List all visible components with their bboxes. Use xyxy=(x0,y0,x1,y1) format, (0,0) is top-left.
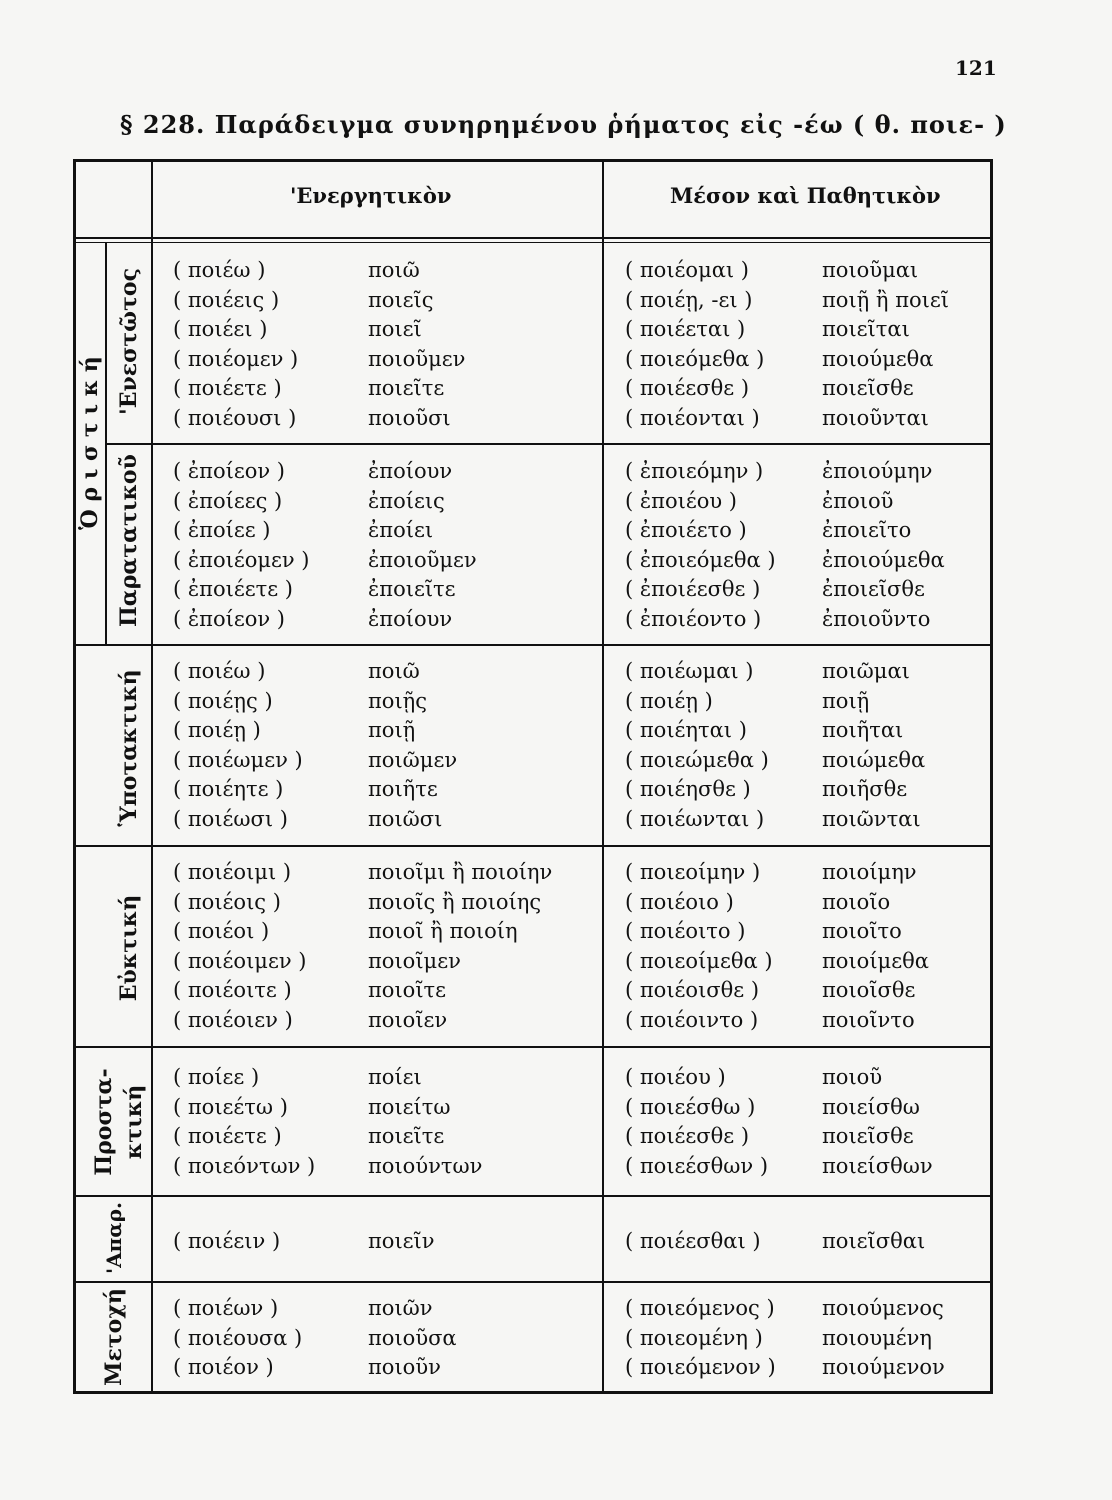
active-contracted-form: ποιεῖτε xyxy=(368,1124,445,1149)
infinitive-label: 'Απαρ. xyxy=(102,1202,126,1274)
active-contracted-form: ποιοῦσα xyxy=(368,1325,457,1350)
active-contracted-form: ἐποίει xyxy=(368,518,434,543)
middle-contracted-form: ποιείσθων xyxy=(822,1153,933,1178)
participle-label: Μετοχή xyxy=(101,1288,127,1386)
active-contracted-form: ἐποιοῦμεν xyxy=(368,547,477,572)
voice-column-divider xyxy=(602,159,604,1394)
present-imperfect-divider xyxy=(107,443,993,445)
active-contracted-form: ποιῶσι xyxy=(368,807,443,831)
active-uncontracted-form: ( ποιέῃ ) xyxy=(173,718,261,743)
active-uncontracted-form: ( ποιέοιεν ) xyxy=(173,1008,293,1032)
middle-contracted-form: ποιούμενος xyxy=(822,1296,944,1320)
middle-uncontracted-form: ( ποιέεται ) xyxy=(625,317,746,342)
middle-contracted-form: ποιῇ ἢ ποιεῖ xyxy=(822,287,949,312)
imperfect-label: Παρατατικοῦ xyxy=(116,454,142,627)
middle-uncontracted-form: ( ποιεοίμην ) xyxy=(625,860,761,884)
middle-uncontracted-form: ( ποιέεσθαι ) xyxy=(625,1229,761,1253)
middle-contracted-form: ποιῆσθε xyxy=(822,777,908,802)
middle-contracted-form: ποιοῦνται xyxy=(822,406,929,430)
middle-contracted-form: ποιῆται xyxy=(822,718,904,743)
active-uncontracted-form: ( ἐποίεον ) xyxy=(173,607,285,631)
middle-uncontracted-form: ( ἐποιέετο ) xyxy=(625,518,747,543)
middle-uncontracted-form: ( ποιεομένη ) xyxy=(625,1325,763,1350)
middle-uncontracted-form: ( ποιέῃ, -ει ) xyxy=(625,287,753,312)
active-contracted-form: ἐποίουν xyxy=(368,607,453,631)
indicative-label: Ὁ ρ ι σ τ ι κ ή xyxy=(77,356,103,530)
middle-contracted-form: ποιοίμεθα xyxy=(822,948,929,973)
active-contracted-form: ποιοῖμι ἢ ποιοίην xyxy=(368,860,553,884)
active-uncontracted-form: ( ποιέομεν ) xyxy=(173,346,299,371)
middle-contracted-form: ποιώμεθα xyxy=(822,747,926,772)
active-uncontracted-form: ( ποιέωμεν ) xyxy=(173,747,303,772)
indicative-label-divider xyxy=(105,242,107,644)
active-uncontracted-form: ( ποιέεις ) xyxy=(173,287,280,312)
active-uncontracted-form: ( ποιεέτω ) xyxy=(173,1094,288,1119)
middle-uncontracted-form: ( ποιέομαι ) xyxy=(625,258,750,282)
middle-uncontracted-form: ( ποιέοιτο ) xyxy=(625,919,746,944)
middle-contracted-form: ποιῇ xyxy=(822,688,870,713)
active-uncontracted-form: ( ἐποίεον ) xyxy=(173,459,285,483)
middle-contracted-form: ποιοῖο xyxy=(822,889,891,914)
middle-uncontracted-form: ( ἐποιεόμεθα ) xyxy=(625,547,776,572)
optative-imperative-divider xyxy=(73,1046,993,1048)
subjunctive-label: Ὑποτακτική xyxy=(116,669,142,827)
active-uncontracted-form: ( ποιέουσι ) xyxy=(173,406,297,430)
middle-uncontracted-form: ( ποιεέσθων ) xyxy=(625,1153,769,1178)
middle-contracted-form: ποιούμεθα xyxy=(822,346,934,371)
active-uncontracted-form: ( ποιέοι ) xyxy=(173,919,270,944)
middle-uncontracted-form: ( ποιέοιντο ) xyxy=(625,1008,759,1032)
middle-contracted-form: ποιῶνται xyxy=(822,807,921,831)
middle-contracted-form: ποιοῦ xyxy=(822,1065,883,1089)
middle-contracted-form: ποιεῖται xyxy=(822,317,910,342)
active-uncontracted-form: ( ἐποιέετε ) xyxy=(173,577,293,602)
active-contracted-form: ποιοῖ ἢ ποιοίη xyxy=(368,919,518,944)
active-contracted-form: ποιῇ xyxy=(368,718,416,743)
imperative-label-line2: κτική xyxy=(121,1084,147,1160)
middle-uncontracted-form: ( ποιέεσθε ) xyxy=(625,376,750,401)
middle-contracted-form: ποιοῖτο xyxy=(822,919,902,944)
middle-uncontracted-form: ( ἐποιέου ) xyxy=(625,488,737,513)
active-uncontracted-form: ( ποιέων ) xyxy=(173,1296,279,1320)
active-uncontracted-form: ( ποιέοις ) xyxy=(173,889,281,914)
middle-passive-voice-header: Μέσον καὶ Παθητικὸν xyxy=(670,183,941,208)
section-heading: § 228. Παράδειγμα συνηρημένου ῥήματος εἰς -έω ( θ. ποιε- ) xyxy=(120,110,1007,139)
middle-uncontracted-form: ( ποιεόμεθα ) xyxy=(625,346,765,371)
middle-contracted-form: ποιοίμην xyxy=(822,860,917,884)
active-contracted-form: ἐποίεις xyxy=(368,488,445,513)
active-contracted-form: ποιῶν xyxy=(368,1296,433,1320)
middle-contracted-form: ἐποιοῦ xyxy=(822,488,894,513)
middle-uncontracted-form: ( ποιέωμαι ) xyxy=(625,659,754,683)
active-uncontracted-form: ( ποιέετε ) xyxy=(173,1124,282,1149)
middle-contracted-form: ἐποιεῖσθε xyxy=(822,577,925,602)
middle-uncontracted-form: ( ποιεόμενον ) xyxy=(625,1355,776,1380)
active-uncontracted-form: ( ποιέειν ) xyxy=(173,1229,281,1253)
active-contracted-form: ποιοῦμεν xyxy=(368,346,466,371)
active-uncontracted-form: ( ποιέετε ) xyxy=(173,376,282,401)
header-divider xyxy=(73,237,993,239)
active-contracted-form: ποιοῖμεν xyxy=(368,948,461,973)
middle-uncontracted-form: ( ἐποιεόμην ) xyxy=(625,459,764,483)
active-uncontracted-form: ( ποίεε ) xyxy=(173,1065,260,1089)
active-uncontracted-form: ( ἐποίεες ) xyxy=(173,488,283,513)
middle-contracted-form: ἐποιεῖτο xyxy=(822,518,912,543)
middle-uncontracted-form: ( ἐποιέεσθε ) xyxy=(625,577,761,602)
optative-label: Εὐκτική xyxy=(116,894,142,1002)
active-contracted-form: ἐποίουν xyxy=(368,459,453,483)
middle-contracted-form: ποιεῖσθε xyxy=(822,1124,914,1149)
active-uncontracted-form: ( ποιέουσα ) xyxy=(173,1325,303,1350)
middle-contracted-form: ποιούμενον xyxy=(822,1355,945,1380)
middle-uncontracted-form: ( ποιεόμενος ) xyxy=(625,1296,775,1320)
header-divider-inner xyxy=(73,242,993,243)
active-uncontracted-form: ( ποιέω ) xyxy=(173,258,266,282)
active-uncontracted-form: ( ποιέοιμι ) xyxy=(173,860,292,884)
active-contracted-form: ποιῇς xyxy=(368,688,428,713)
subjunctive-optative-divider xyxy=(73,845,993,847)
active-contracted-form: ποιοῖεν xyxy=(368,1008,448,1032)
middle-uncontracted-form: ( ποιέηται ) xyxy=(625,718,747,743)
active-uncontracted-form: ( ἐποιέομεν ) xyxy=(173,547,310,572)
active-contracted-form: ποιοῖτε xyxy=(368,978,447,1003)
page-number: 121 xyxy=(955,56,997,80)
middle-uncontracted-form: ( ποιέεσθε ) xyxy=(625,1124,750,1149)
active-contracted-form: ποιεῖτε xyxy=(368,376,445,401)
active-contracted-form: ποιοῖς ἢ ποιοίης xyxy=(368,889,542,914)
middle-uncontracted-form: ( ποιέου ) xyxy=(625,1065,726,1089)
active-contracted-form: ποιῆτε xyxy=(368,777,438,802)
active-contracted-form: ποιεῖν xyxy=(368,1229,435,1253)
active-contracted-form: ποιεῖς xyxy=(368,287,434,312)
middle-contracted-form: ποιοῖντο xyxy=(822,1008,915,1032)
active-uncontracted-form: ( ποιέω ) xyxy=(173,659,266,683)
middle-contracted-form: ἐποιούμην xyxy=(822,459,933,483)
active-contracted-form: ποιεῖ xyxy=(368,317,422,342)
middle-uncontracted-form: ( ποιεοίμεθα ) xyxy=(625,948,773,973)
middle-uncontracted-form: ( ποιεώμεθα ) xyxy=(625,747,769,772)
active-uncontracted-form: ( ποιέοιμεν ) xyxy=(173,948,307,973)
infinitive-participle-divider xyxy=(73,1281,993,1283)
active-contracted-form: ποιοῦσι xyxy=(368,406,451,430)
middle-contracted-form: ποιουμένη xyxy=(822,1325,932,1350)
middle-contracted-form: ποιείσθω xyxy=(822,1094,920,1119)
active-uncontracted-form: ( ποιέωσι ) xyxy=(173,807,288,831)
active-uncontracted-form: ( ποιέον ) xyxy=(173,1355,274,1380)
middle-contracted-form: ποιεῖσθαι xyxy=(822,1229,926,1253)
active-contracted-form: ποιῶμεν xyxy=(368,747,458,772)
active-contracted-form: ποιείτω xyxy=(368,1094,451,1119)
active-contracted-form: ποιοῦν xyxy=(368,1355,441,1380)
active-voice-header: 'Ενεργητικὸν xyxy=(290,183,452,208)
active-contracted-form: ἐποιεῖτε xyxy=(368,577,456,602)
middle-uncontracted-form: ( ἐποιέοντο ) xyxy=(625,607,762,631)
middle-uncontracted-form: ( ποιεέσθω ) xyxy=(625,1094,756,1119)
active-uncontracted-form: ( ποιέῃς ) xyxy=(173,688,273,713)
middle-uncontracted-form: ( ποιέονται ) xyxy=(625,406,760,430)
imperative-infinitive-divider xyxy=(73,1195,993,1197)
middle-contracted-form: ποιῶμαι xyxy=(822,659,910,683)
middle-contracted-form: ποιοῖσθε xyxy=(822,978,916,1003)
middle-uncontracted-form: ( ποιέοισθε ) xyxy=(625,978,760,1003)
label-column-divider xyxy=(151,159,153,1394)
present-label: 'Ενεστῶτος xyxy=(116,268,142,415)
active-contracted-form: ποιῶ xyxy=(368,258,420,282)
imperative-label-line1: Προστα- xyxy=(91,1068,117,1176)
middle-contracted-form: ποιεῖσθε xyxy=(822,376,914,401)
middle-contracted-form: ἐποιούμεθα xyxy=(822,547,945,572)
active-uncontracted-form: ( ποιεόντων ) xyxy=(173,1153,316,1178)
middle-uncontracted-form: ( ποιέησθε ) xyxy=(625,777,751,802)
middle-uncontracted-form: ( ποιέωνται ) xyxy=(625,807,765,831)
indicative-subjunctive-divider xyxy=(73,644,993,646)
active-contracted-form: ποιῶ xyxy=(368,659,420,683)
middle-uncontracted-form: ( ποιέοιο ) xyxy=(625,889,734,914)
active-uncontracted-form: ( ἐποίεε ) xyxy=(173,518,271,543)
active-contracted-form: ποιούντων xyxy=(368,1153,483,1178)
middle-contracted-form: ποιοῦμαι xyxy=(822,258,919,282)
active-uncontracted-form: ( ποιέει ) xyxy=(173,317,268,342)
middle-uncontracted-form: ( ποιέῃ ) xyxy=(625,688,713,713)
middle-contracted-form: ἐποιοῦντο xyxy=(822,607,931,631)
active-uncontracted-form: ( ποιέητε ) xyxy=(173,777,284,802)
active-uncontracted-form: ( ποιέοιτε ) xyxy=(173,978,292,1003)
active-contracted-form: ποίει xyxy=(368,1065,422,1089)
